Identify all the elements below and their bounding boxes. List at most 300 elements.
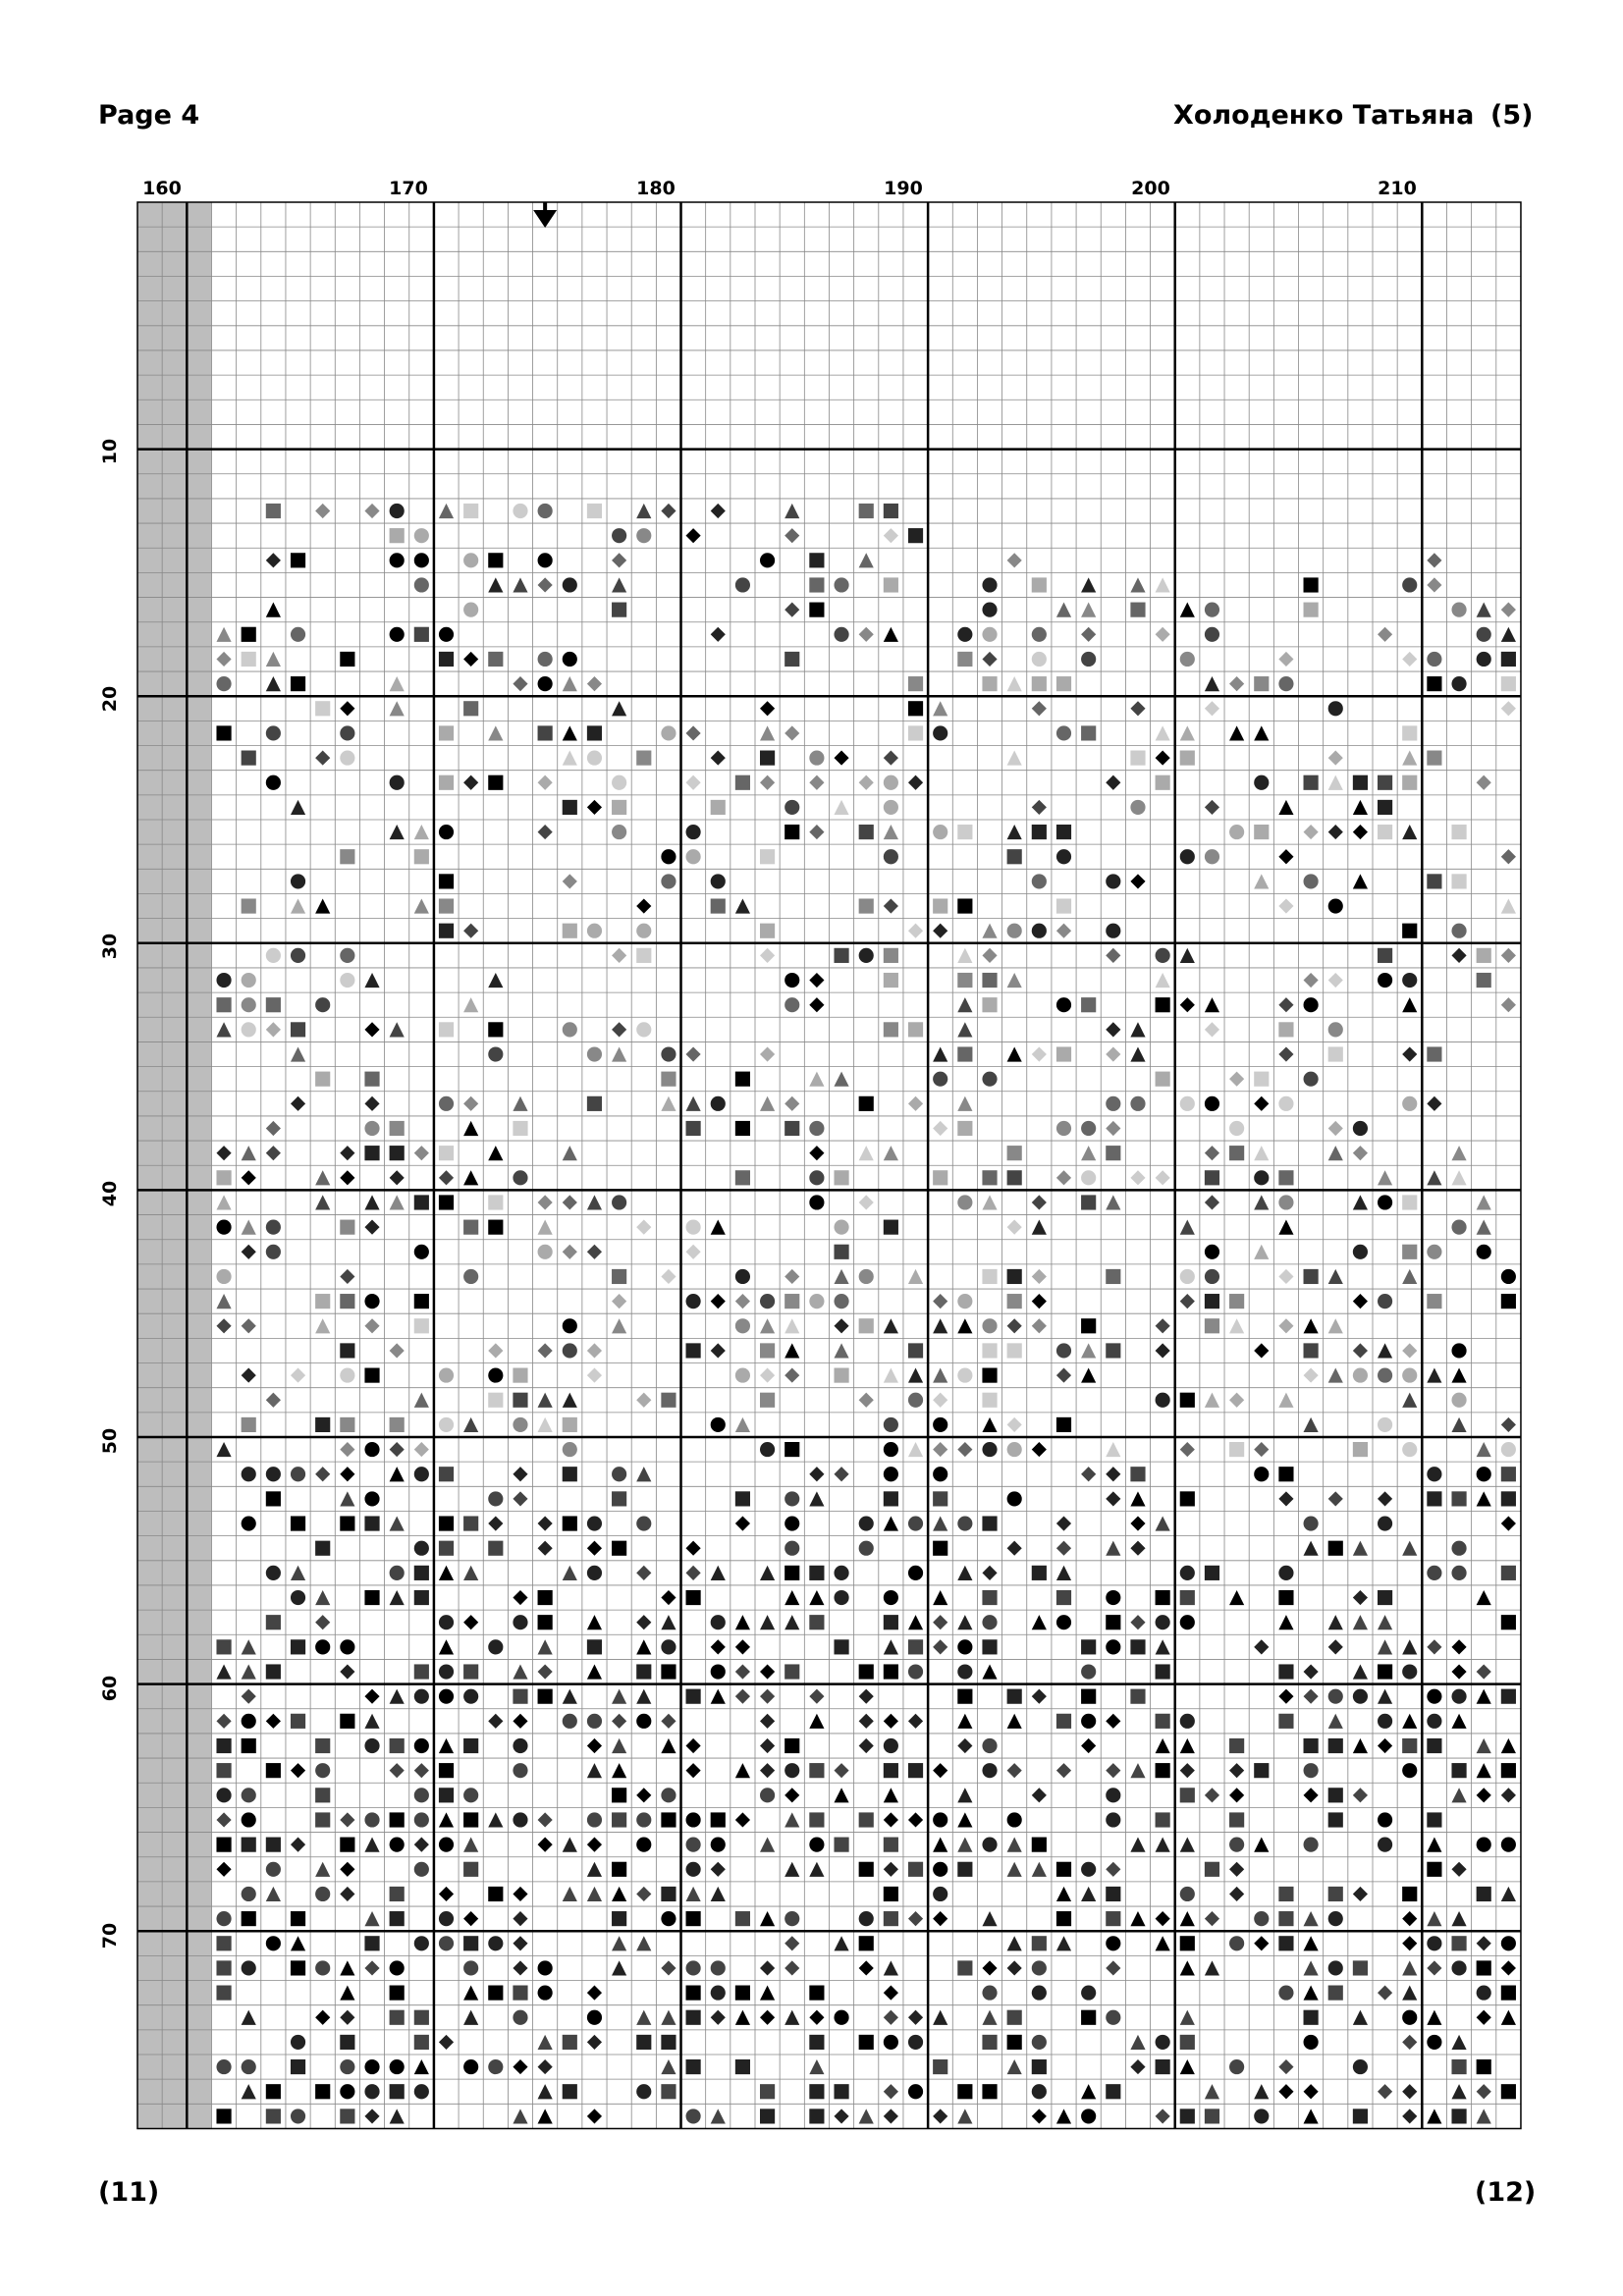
stitch-symbol — [463, 1986, 478, 2001]
stitch-symbol — [982, 627, 997, 642]
stitch-symbol — [735, 1417, 750, 1432]
stitch-symbol — [563, 2035, 577, 2050]
stitch-symbol — [1304, 1072, 1319, 1087]
stitch-symbol — [1328, 1788, 1343, 1802]
stitch-symbol — [1205, 1960, 1219, 1975]
stitch-symbol — [1106, 1615, 1120, 1629]
stitch-symbol — [908, 1639, 923, 1654]
stitch-symbol — [760, 1838, 775, 1852]
stitch-symbol — [1254, 1763, 1269, 1778]
stitch-symbol — [390, 2109, 405, 2123]
stitch-symbol — [488, 1368, 503, 1383]
stitch-symbol — [1402, 825, 1417, 839]
stitch-symbol — [513, 1170, 527, 1185]
stitch-symbol — [414, 577, 429, 592]
stitch-symbol — [513, 2109, 527, 2123]
stitch-symbol — [1402, 577, 1417, 592]
stitch-symbol — [340, 1887, 354, 1901]
stitch-symbol — [1156, 1763, 1170, 1778]
stitch-symbol — [414, 1763, 429, 1778]
stitch-symbol — [1180, 2109, 1195, 2123]
stitch-symbol — [735, 1269, 750, 1284]
stitch-symbol — [982, 1195, 997, 1209]
stitch-symbol — [1180, 1838, 1195, 1852]
stitch-symbol — [216, 1146, 231, 1160]
stitch-symbol — [1007, 2010, 1022, 2025]
stitch-symbol — [612, 1318, 626, 1333]
stitch-symbol — [538, 825, 553, 839]
stitch-symbol — [1278, 1096, 1293, 1111]
stitch-symbol — [1056, 1887, 1071, 1901]
stitch-symbol — [1007, 1714, 1022, 1729]
stitch-symbol — [1501, 1467, 1516, 1481]
stitch-symbol — [513, 504, 527, 518]
stitch-symbol — [414, 1812, 429, 1827]
stitch-symbol — [1353, 2109, 1368, 2123]
stitch-symbol — [1229, 676, 1244, 691]
stitch-symbol — [711, 504, 726, 518]
stitch-symbol — [1130, 1467, 1145, 1481]
stitch-symbol — [1032, 1862, 1047, 1877]
stitch-symbol — [1254, 825, 1269, 839]
stitch-symbol — [859, 2035, 874, 2050]
stitch-symbol — [1156, 1170, 1170, 1185]
stitch-symbol — [1402, 2035, 1417, 2050]
stitch-symbol — [1427, 1738, 1441, 1753]
stitch-symbol — [1304, 2010, 1319, 2025]
stitch-symbol — [563, 2084, 577, 2099]
stitch-symbol — [809, 1714, 824, 1729]
stitch-symbol — [439, 1368, 454, 1383]
stitch-symbol — [488, 1491, 503, 1506]
stitch-symbol — [1501, 849, 1516, 864]
stitch-symbol — [982, 948, 997, 963]
stitch-symbol — [784, 1862, 799, 1877]
stitch-symbol — [1402, 775, 1417, 790]
stitch-symbol — [1501, 2010, 1516, 2025]
stitch-symbol — [884, 825, 898, 839]
stitch-symbol — [587, 800, 602, 815]
stitch-symbol — [711, 1615, 726, 1629]
stitch-symbol — [1427, 1838, 1441, 1852]
stitch-symbol — [587, 1541, 602, 1556]
stitch-symbol — [513, 1714, 527, 1729]
stitch-symbol — [661, 725, 676, 740]
stitch-symbol — [242, 1146, 256, 1160]
stitch-symbol — [1451, 1639, 1466, 1654]
stitch-symbol — [439, 1467, 454, 1481]
stitch-symbol — [982, 1170, 997, 1185]
stitch-symbol — [538, 1689, 553, 1704]
stitch-symbol — [1180, 1936, 1195, 1950]
stitch-symbol — [538, 2035, 553, 2050]
stitch-symbol — [1477, 948, 1491, 963]
stitch-symbol — [612, 1763, 626, 1778]
stitch-symbol — [636, 1220, 651, 1235]
stitch-symbol — [809, 1491, 824, 1506]
stitch-symbol — [463, 775, 478, 790]
stitch-symbol — [809, 751, 824, 766]
stitch-symbol — [933, 1467, 947, 1481]
stitch-symbol — [439, 1936, 454, 1950]
stitch-symbol — [291, 1714, 305, 1729]
stitch-symbol — [1254, 1096, 1269, 1111]
stitch-symbol — [1278, 2059, 1293, 2074]
stitch-symbol — [1180, 1566, 1195, 1580]
stitch-symbol — [760, 1096, 775, 1111]
stitch-symbol — [587, 1763, 602, 1778]
stitch-symbol — [439, 2035, 454, 2050]
stitch-symbol — [390, 2010, 405, 2025]
stitch-symbol — [390, 1763, 405, 1778]
stitch-symbol — [661, 1812, 676, 1827]
stitch-symbol — [315, 1615, 330, 1629]
stitch-symbol — [216, 1664, 231, 1679]
stitch-symbol — [414, 1590, 429, 1605]
stitch-symbol — [340, 1467, 354, 1481]
stitch-symbol — [1402, 1738, 1417, 1753]
stitch-symbol — [439, 1566, 454, 1580]
stitch-symbol — [266, 1245, 281, 1259]
stitch-symbol — [884, 1714, 898, 1729]
stitch-symbol — [1402, 924, 1417, 938]
stitch-symbol — [735, 898, 750, 913]
stitch-symbol — [439, 1738, 454, 1753]
stitch-symbol — [364, 1146, 379, 1160]
stitch-symbol — [1254, 1072, 1269, 1087]
stitch-symbol — [933, 701, 947, 716]
stitch-symbol — [908, 1393, 923, 1408]
stitch-symbol — [686, 1887, 701, 1901]
stitch-symbol — [1229, 1862, 1244, 1877]
stitch-symbol — [291, 676, 305, 691]
stitch-symbol — [1254, 1442, 1269, 1457]
stitch-symbol — [957, 973, 972, 988]
stitch-symbol — [1081, 577, 1096, 592]
stitch-symbol — [1402, 725, 1417, 740]
stitch-symbol — [809, 603, 824, 617]
stitch-symbol — [340, 1417, 354, 1432]
stitch-symbol — [414, 1467, 429, 1481]
stitch-symbol — [612, 800, 626, 815]
stitch-symbol — [1427, 1911, 1441, 1926]
stitch-symbol — [1254, 2109, 1269, 2123]
stitch-symbol — [1007, 1491, 1022, 1506]
stitch-symbol — [1328, 775, 1343, 790]
stitch-symbol — [735, 577, 750, 592]
stitch-symbol — [711, 800, 726, 815]
stitch-symbol — [1328, 1269, 1343, 1284]
stitch-symbol — [686, 1245, 701, 1259]
stitch-symbol — [463, 1788, 478, 1802]
stitch-symbol — [784, 1491, 799, 1506]
stitch-symbol — [661, 874, 676, 888]
stitch-symbol — [809, 2084, 824, 2099]
stitch-symbol — [760, 1986, 775, 2001]
stitch-symbol — [859, 1269, 874, 1284]
stitch-symbol — [1402, 2010, 1417, 2025]
stitch-symbol — [414, 1294, 429, 1308]
stitch-symbol — [1032, 1838, 1047, 1852]
row-label: 20 — [99, 685, 121, 713]
stitch-symbol — [1156, 973, 1170, 988]
stitch-symbol — [1477, 1220, 1491, 1235]
stitch-symbol — [1180, 1096, 1195, 1111]
stitch-symbol — [291, 874, 305, 888]
stitch-symbol — [216, 1812, 231, 1827]
stitch-symbol — [266, 2109, 281, 2123]
stitch-symbol — [1254, 1343, 1269, 1358]
stitch-symbol — [612, 1936, 626, 1950]
stitch-symbol — [1156, 948, 1170, 963]
stitch-symbol — [1353, 1738, 1368, 1753]
stitch-symbol — [414, 1442, 429, 1457]
stitch-symbol — [513, 577, 527, 592]
stitch-symbol — [1156, 1590, 1170, 1605]
stitch-symbol — [488, 1195, 503, 1209]
stitch-symbol — [982, 1566, 997, 1580]
stitch-symbol — [538, 1664, 553, 1679]
stitch-symbol — [711, 1417, 726, 1432]
stitch-symbol — [735, 1072, 750, 1087]
stitch-symbol — [982, 1763, 997, 1778]
stitch-symbol — [1032, 874, 1047, 888]
stitch-symbol — [686, 825, 701, 839]
stitch-symbol — [686, 1590, 701, 1605]
stitch-symbol — [636, 2010, 651, 2025]
stitch-symbol — [1402, 1936, 1417, 1950]
stitch-symbol — [538, 1220, 553, 1235]
stitch-symbol — [686, 849, 701, 864]
stitch-symbol — [760, 1763, 775, 1778]
stitch-symbol — [1278, 1887, 1293, 1901]
stitch-symbol — [216, 1318, 231, 1333]
stitch-symbol — [1353, 1146, 1368, 1160]
stitch-symbol — [908, 1096, 923, 1111]
stitch-symbol — [1402, 1393, 1417, 1408]
stitch-symbol — [315, 1812, 330, 1827]
stitch-symbol — [809, 1763, 824, 1778]
stitch-symbol — [488, 973, 503, 988]
stitch-symbol — [1477, 1491, 1491, 1506]
stitch-symbol — [513, 676, 527, 691]
stitch-symbol — [340, 1294, 354, 1308]
stitch-symbol — [735, 2010, 750, 2025]
stitch-symbol — [636, 504, 651, 518]
stitch-symbol — [1353, 1245, 1368, 1259]
stitch-symbol — [1477, 1788, 1491, 1802]
stitch-symbol — [859, 553, 874, 567]
stitch-symbol — [636, 948, 651, 963]
stitch-symbol — [1304, 1960, 1319, 1975]
stitch-symbol — [1130, 1615, 1145, 1629]
stitch-symbol — [1427, 1960, 1441, 1975]
stitch-symbol — [1278, 1269, 1293, 1284]
stitch-symbol — [439, 1689, 454, 1704]
stitch-symbol — [686, 1343, 701, 1358]
stitch-symbol — [784, 1121, 799, 1136]
stitch-symbol — [242, 2010, 256, 2025]
stitch-symbol — [1130, 2059, 1145, 2074]
stitch-symbol — [291, 948, 305, 963]
stitch-symbol — [809, 1294, 824, 1308]
stitch-symbol — [242, 1516, 256, 1530]
stitch-symbol — [587, 1343, 602, 1358]
stitch-symbol — [1056, 1046, 1071, 1061]
stitch-symbol — [1278, 997, 1293, 1012]
stitch-symbol — [488, 1812, 503, 1827]
stitch-symbol — [1056, 898, 1071, 913]
stitch-symbol — [216, 1763, 231, 1778]
stitch-symbol — [1402, 997, 1417, 1012]
stitch-symbol — [661, 1046, 676, 1061]
stitch-symbol — [1304, 1763, 1319, 1778]
stitch-symbol — [908, 528, 923, 543]
stitch-symbol — [414, 528, 429, 543]
stitch-symbol — [587, 1566, 602, 1580]
stitch-symbol — [908, 924, 923, 938]
stitch-symbol — [711, 1096, 726, 1111]
stitch-symbol — [439, 1639, 454, 1654]
stitch-symbol — [1056, 1714, 1071, 1729]
stitch-symbol — [1278, 652, 1293, 667]
stitch-symbol — [1378, 1714, 1392, 1729]
stitch-symbol — [1378, 800, 1392, 815]
stitch-symbol — [1328, 898, 1343, 913]
stitch-symbol — [1278, 1022, 1293, 1037]
stitch-symbol — [1304, 973, 1319, 988]
stitch-symbol — [834, 1566, 848, 1580]
left-page-reference: (11) — [98, 2177, 160, 2208]
stitch-symbol — [1007, 751, 1022, 766]
stitch-symbol — [1130, 1096, 1145, 1111]
stitch-symbol — [760, 1566, 775, 1580]
stitch-symbol — [612, 1714, 626, 1729]
stitch-symbol — [463, 1121, 478, 1136]
stitch-symbol — [784, 1664, 799, 1679]
stitch-symbol — [1501, 1738, 1516, 1753]
stitch-symbol — [1451, 2035, 1466, 2050]
column-label: 160 — [142, 178, 182, 199]
stitch-symbol — [216, 1788, 231, 1802]
stitch-symbol — [390, 1812, 405, 1827]
stitch-symbol — [957, 1318, 972, 1333]
stitch-symbol — [266, 1121, 281, 1136]
stitch-symbol — [612, 1862, 626, 1877]
stitch-symbol — [364, 504, 379, 518]
stitch-symbol — [1402, 1046, 1417, 1061]
stitch-symbol — [414, 553, 429, 567]
stitch-symbol — [686, 1566, 701, 1580]
stitch-symbol — [661, 1738, 676, 1753]
stitch-symbol — [1032, 1788, 1047, 1802]
stitch-symbol — [908, 1714, 923, 1729]
stitch-symbol — [1032, 701, 1047, 716]
stitch-symbol — [711, 1566, 726, 1580]
stitch-symbol — [1477, 1689, 1491, 1704]
stitch-symbol — [587, 1195, 602, 1209]
stitch-symbol — [1081, 1467, 1096, 1481]
stitch-symbol — [1304, 1417, 1319, 1432]
stitch-symbol — [1229, 825, 1244, 839]
stitch-symbol — [957, 1294, 972, 1308]
stitch-symbol — [1304, 1986, 1319, 2001]
stitch-symbol — [908, 1566, 923, 1580]
stitch-symbol — [982, 1343, 997, 1358]
stitch-symbol — [1205, 701, 1219, 716]
stitch-symbol — [1451, 1491, 1466, 1506]
stitch-symbol — [884, 849, 898, 864]
stitch-symbol — [1328, 1491, 1343, 1506]
stitch-symbol — [587, 1862, 602, 1877]
stitch-symbol — [513, 1812, 527, 1827]
stitch-symbol — [957, 1046, 972, 1061]
stitch-symbol — [735, 1615, 750, 1629]
stitch-symbol — [587, 1639, 602, 1654]
stitch-symbol — [563, 751, 577, 766]
stitch-symbol — [315, 1195, 330, 1209]
stitch-symbol — [439, 1838, 454, 1852]
stitch-symbol — [957, 1368, 972, 1383]
stitch-symbol — [809, 1467, 824, 1481]
stitch-symbol — [1402, 1442, 1417, 1457]
stitch-symbol — [859, 1516, 874, 1530]
stitch-symbol — [216, 1195, 231, 1209]
stitch-symbol — [711, 1343, 726, 1358]
stitch-symbol — [784, 1590, 799, 1605]
stitch-symbol — [216, 1960, 231, 1975]
stitch-symbol — [1402, 1763, 1417, 1778]
stitch-symbol — [1427, 2035, 1441, 2050]
stitch-symbol — [488, 2059, 503, 2074]
stitch-symbol — [1402, 1664, 1417, 1679]
stitch-symbol — [1106, 1195, 1120, 1209]
stitch-symbol — [686, 2010, 701, 2025]
stitch-symbol — [315, 701, 330, 716]
stitch-symbol — [1007, 1812, 1022, 1827]
stitch-symbol — [711, 1986, 726, 2001]
stitch-symbol — [957, 1442, 972, 1457]
stitch-symbol — [216, 1936, 231, 1950]
stitch-symbol — [340, 1269, 354, 1284]
stitch-symbol — [1278, 1689, 1293, 1704]
stitch-symbol — [291, 1516, 305, 1530]
stitch-symbol — [1180, 1788, 1195, 1802]
stitch-symbol — [834, 800, 848, 815]
stitch-symbol — [1451, 1960, 1466, 1975]
stitch-symbol — [216, 2059, 231, 2074]
stitch-symbol — [1427, 2010, 1441, 2025]
stitch-symbol — [1304, 825, 1319, 839]
stitch-symbol — [784, 1516, 799, 1530]
stitch-symbol — [859, 1714, 874, 1729]
stitch-symbol — [784, 2010, 799, 2025]
stitch-symbol — [1081, 2084, 1096, 2099]
stitch-symbol — [884, 1763, 898, 1778]
stitch-symbol — [884, 1491, 898, 1506]
stitch-symbol — [1427, 652, 1441, 667]
stitch-symbol — [957, 1516, 972, 1530]
stitch-symbol — [266, 997, 281, 1012]
stitch-symbol — [1278, 1318, 1293, 1333]
stitch-symbol — [784, 997, 799, 1012]
stitch-symbol — [884, 2010, 898, 2025]
stitch-symbol — [784, 1960, 799, 1975]
stitch-symbol — [463, 1960, 478, 1975]
stitch-symbol — [1180, 2059, 1195, 2074]
stitch-symbol — [1378, 1516, 1392, 1530]
stitch-symbol — [735, 1986, 750, 2001]
